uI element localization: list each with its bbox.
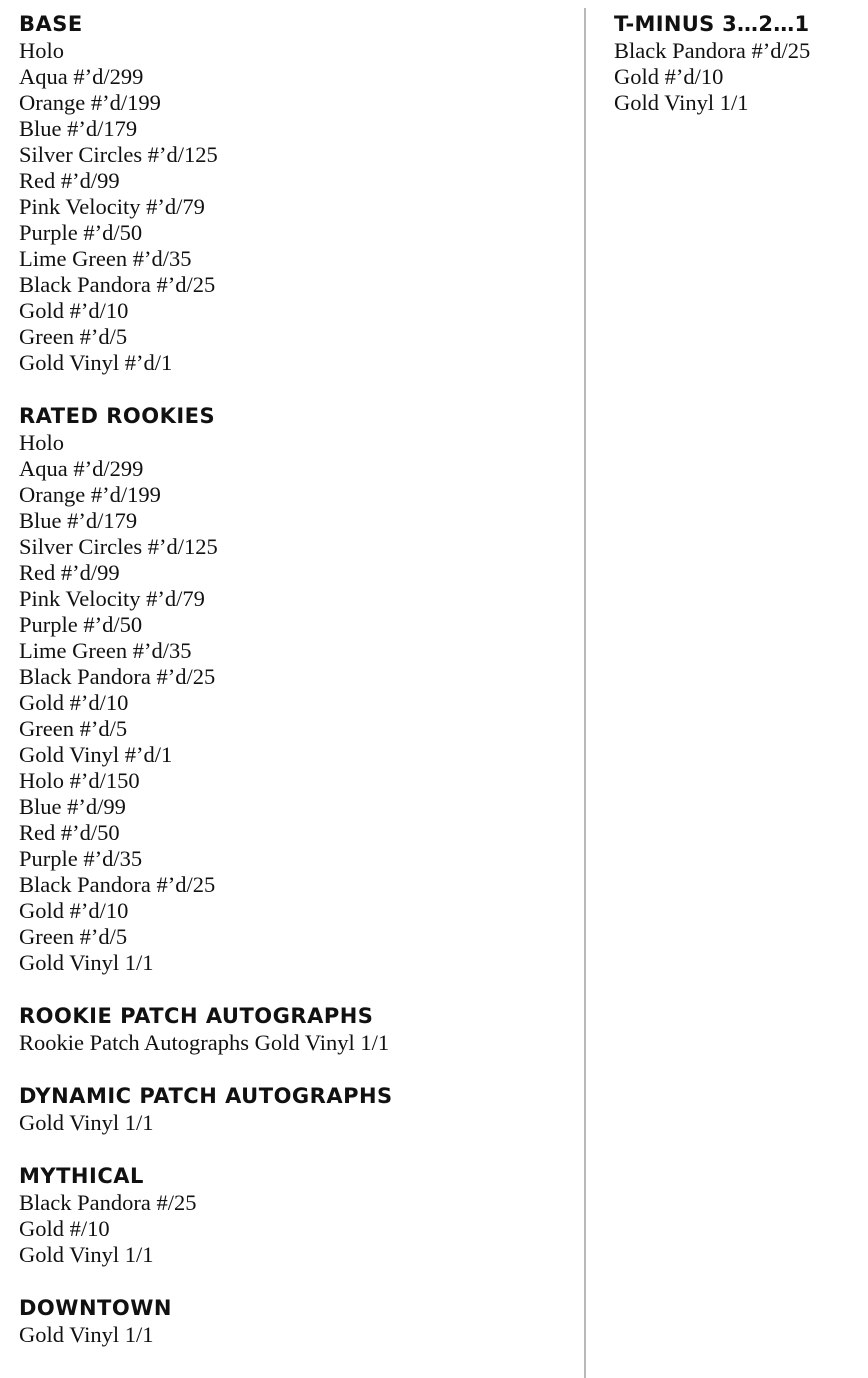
- list-item: Gold #’d/10: [19, 898, 129, 923]
- section-base: [19, 10, 559, 376]
- list-item: Lime Green #’d/35: [19, 246, 192, 271]
- list-item: Purple #’d/50: [19, 612, 143, 637]
- section-downtown: [19, 1294, 559, 1348]
- list-item: Gold Vinyl 1/1: [19, 1242, 154, 1267]
- right-column: [614, 10, 864, 142]
- list-item: Green #’d/5: [19, 716, 128, 741]
- list-item: Gold #’d/10: [19, 298, 129, 323]
- section-heading: ROOKIE PATCH AUTOGRAPHS: [19, 1004, 374, 1028]
- list-item: Black Pandora #’d/25: [19, 272, 216, 297]
- list-item: Pink Velocity #’d/79: [19, 586, 205, 611]
- list-item: Red #’d/99: [19, 560, 120, 585]
- list-item: Blue #’d/179: [19, 116, 138, 141]
- list-item: Gold Vinyl 1/1: [19, 950, 154, 975]
- list-item: Black Pandora #’d/25: [614, 38, 811, 63]
- section-heading: BASE: [19, 12, 83, 36]
- list-item: Black Pandora #’d/25: [19, 664, 216, 689]
- section-heading: DOWNTOWN: [19, 1296, 172, 1320]
- section-heading: T-MINUS 3…2…1: [614, 12, 810, 36]
- list-item: Purple #’d/35: [19, 846, 143, 871]
- list-item: Silver Circles #’d/125: [19, 142, 218, 167]
- list-item: Blue #’d/179: [19, 508, 138, 533]
- list-item: Green #’d/5: [19, 324, 128, 349]
- list-item: Holo #’d/150: [19, 768, 140, 793]
- list-item: Gold #’d/10: [614, 64, 724, 89]
- list-item: Gold #’d/10: [19, 690, 129, 715]
- list-item: Aqua #’d/299: [19, 456, 144, 481]
- list-item: Lime Green #’d/35: [19, 638, 192, 663]
- list-item: Pink Velocity #’d/79: [19, 194, 205, 219]
- section-dynamic-patch-autographs: [19, 1082, 559, 1136]
- list-item: Blue #’d/99: [19, 794, 126, 819]
- list-item: Green #’d/5: [19, 924, 128, 949]
- list-item: Orange #’d/199: [19, 90, 161, 115]
- list-item: Gold Vinyl 1/1: [19, 1322, 154, 1347]
- list-item: Aqua #’d/299: [19, 64, 144, 89]
- list-item: Black Pandora #’d/25: [19, 872, 216, 897]
- section-rookie-patch-autographs: [19, 1002, 559, 1056]
- left-column: [19, 10, 559, 1374]
- list-item: Silver Circles #’d/125: [19, 534, 218, 559]
- list-item: Gold Vinyl #’d/1: [19, 742, 173, 767]
- section-heading: RATED ROOKIES: [19, 404, 216, 428]
- section-mythical: [19, 1162, 559, 1268]
- section-t-minus: [614, 10, 864, 116]
- list-item: Holo: [19, 430, 64, 455]
- section-heading: DYNAMIC PATCH AUTOGRAPHS: [19, 1084, 393, 1108]
- column-divider: [584, 8, 586, 1378]
- list-item: Purple #’d/50: [19, 220, 143, 245]
- list-item: Gold #/10: [19, 1216, 110, 1241]
- list-item: Gold Vinyl #’d/1: [19, 350, 173, 375]
- list-item: Gold Vinyl 1/1: [614, 90, 749, 115]
- section-rated-rookies: [19, 402, 559, 976]
- list-item: Holo: [19, 38, 64, 63]
- list-item: Gold Vinyl 1/1: [19, 1110, 154, 1135]
- list-item: Red #’d/99: [19, 168, 120, 193]
- list-item: Rookie Patch Autographs Gold Vinyl 1/1: [19, 1030, 390, 1055]
- list-item: Black Pandora #/25: [19, 1190, 197, 1215]
- list-item: Red #’d/50: [19, 820, 120, 845]
- section-heading: MYTHICAL: [19, 1164, 144, 1188]
- list-item: Orange #’d/199: [19, 482, 161, 507]
